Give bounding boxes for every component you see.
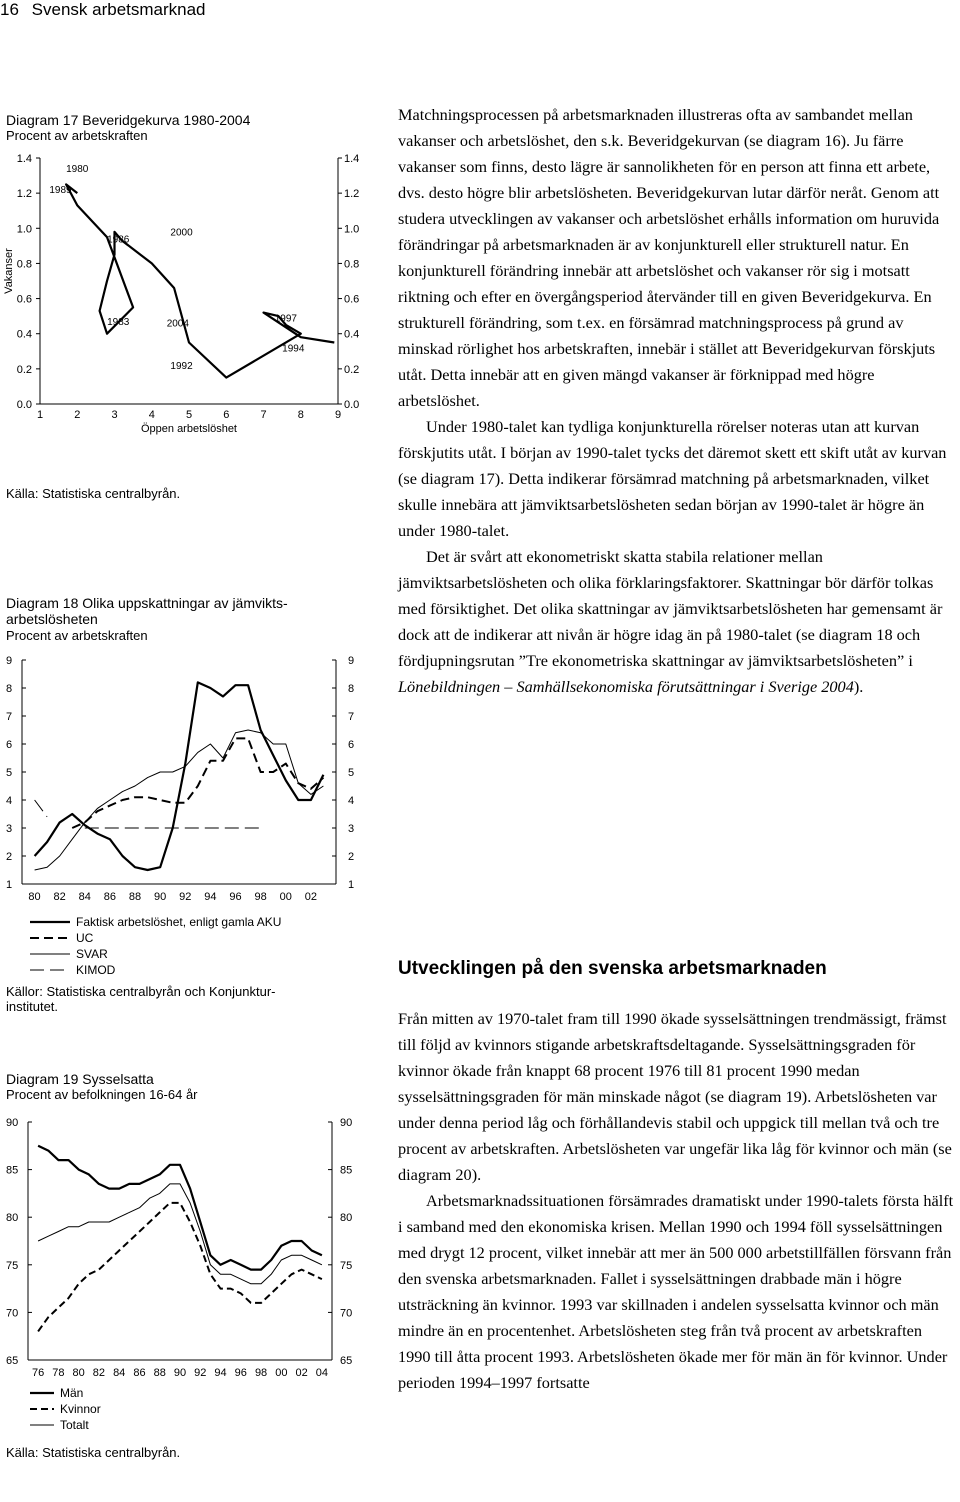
y-tick-label: 0.8 xyxy=(16,258,32,271)
y-tick-label-right: 0.4 xyxy=(344,328,360,341)
diagram19-source: Källa: Statistiska centralbyrån. xyxy=(6,1445,181,1460)
x-tick-label: 84 xyxy=(78,891,91,903)
running-title: Svensk arbetsmarknad xyxy=(31,0,206,19)
y-tick-label: 0.2 xyxy=(16,363,32,376)
y-tick-label-right: 9 xyxy=(348,655,355,667)
x-tick-label: 90 xyxy=(154,891,167,903)
page-number: 16 xyxy=(0,0,19,19)
year-annotation: 1997 xyxy=(274,313,297,325)
y-tick-label: 2 xyxy=(6,851,13,863)
y-axis-label: Vakanser xyxy=(3,248,15,294)
y-tick-label: 0.0 xyxy=(16,399,32,411)
diagram18-chart xyxy=(0,648,380,912)
y-tick-label-right: 6 xyxy=(348,739,355,751)
y-tick-label: 1.0 xyxy=(16,223,32,236)
x-tick-label: 82 xyxy=(53,891,66,903)
publication-title: Lönebildningen – Samhällsekonomiska förutsättningar i Sverige 2004 xyxy=(398,677,854,696)
x-tick-label: 00 xyxy=(275,1367,288,1379)
x-tick-label: 78 xyxy=(52,1367,65,1379)
y-tick-label: 80 xyxy=(6,1212,19,1225)
year-annotation: 1992 xyxy=(170,360,193,372)
year-annotation: 1994 xyxy=(282,343,305,355)
y-tick-label: 5 xyxy=(6,767,13,779)
diagram18-title-line2: arbetslösheten xyxy=(6,611,98,627)
x-tick-label: 04 xyxy=(315,1367,328,1379)
legend-label: Faktisk arbetslöshet, enligt gamla AKU xyxy=(76,915,282,929)
diagram19-title: Diagram 19 Sysselsatta xyxy=(6,1071,154,1087)
y-tick-label: 0.6 xyxy=(16,293,32,306)
diagram19-subtitle: Procent av befolkningen 16-64 år xyxy=(6,1087,198,1102)
y-tick-label: 7 xyxy=(6,711,13,723)
y-tick-label: 65 xyxy=(6,1355,19,1367)
legend-item xyxy=(30,930,281,946)
y-tick-label: 3 xyxy=(6,823,13,835)
x-tick-label: 98 xyxy=(254,1367,268,1379)
series-line-1 xyxy=(38,1203,322,1332)
paragraph: Arbetsmarknadssituationen försämrades dramatiskt under 1990-talets första hälft i samband med den ekonomiska krisen. Mellan 1990 och 1994 föll sysselsättningen med drygt 12 procent, vilket innebär att mer än 500 000 arbetstillfällen försvann från den svenska arbetsmarknaden. Fallet i sysselsättningen drabbade män i högre utsträckning än kvinnor. 1993 var skillnaden i andelen sysselsatta kvinnor och män mindre än en procentenhet. Arbetslösheten steg från två procent av arbetskraften 1990 till åtta procent 1993. Arbetslösheten ökade mer för män än för kvinnor. Under perioden 1994–1997 fortsatte xyxy=(398,1191,954,1392)
y-tick-label: 70 xyxy=(6,1307,19,1320)
legend-label: Kvinnor xyxy=(60,1402,101,1416)
legend-label: Män xyxy=(60,1386,84,1400)
y-tick-label-right: 75 xyxy=(340,1259,353,1272)
x-tick-label: 86 xyxy=(133,1367,146,1379)
x-tick-label: 82 xyxy=(92,1367,106,1379)
x-tick-label: 94 xyxy=(214,1367,227,1379)
y-tick-label-right: 0.0 xyxy=(344,399,360,411)
legend-label: UC xyxy=(76,931,94,945)
y-tick-label: 90 xyxy=(6,1117,19,1129)
legend-label: Totalt xyxy=(60,1418,89,1432)
y-tick-label-right: 2 xyxy=(348,851,355,863)
y-tick-label-right: 1.4 xyxy=(344,153,360,165)
legend-item xyxy=(30,962,281,978)
x-tick-label: 94 xyxy=(204,891,217,903)
y-tick-label-right: 1.0 xyxy=(344,223,360,236)
x-tick-label: 98 xyxy=(254,891,267,903)
paragraph: Från mitten av 1970-talet fram till 1990 ökade sysselsättningen trendmässigt, främst till följd av kvinnors stigande arbetskraftsdeltagande. Sysselsättningsgraden för kvinnor ökade från knappt 68 procent 1976 till 81 procent 1990 medan sysselsättningsgraden för män minskade något (se diagram 19). Arbetslösheten var under denna period låg och förhållandevis stabil och uppgick till mellan två och tre procent av arbetskraften. Arbetslösheten var ungefär lika låg för kvinnor och män (se diagram 20). xyxy=(398,1009,952,1184)
y-tick-label: 6 xyxy=(6,739,13,751)
x-tick-label: 84 xyxy=(113,1367,126,1379)
legend-item xyxy=(30,1417,101,1433)
paragraph: Matchningsprocessen på arbetsmarknaden illustreras ofta av sambandet mellan vakanser och arbetslöshet, den s.k. Beveridgekurvan (se diagram 16). Ju färre vakanser som finns, desto lägre är sannolikheten för en person att finna ett arbete, dvs. desto högre blir arbetslösheten. Beveridgekurvan lutar därför neråt. Genom att studera utvecklingen av vakanser och arbetslöshet erhålls information om huruvida förändringar på arbetsmarknaden är av konjunkturell eller strukturell natur. En konjunkturell förändring innebär att arbetslöshet och vakanser rör sig i motsatt riktning och efter en övergångsperiod återvänder till en given Beveridgekurva. En strukturell förändring, som t.ex. en försämrad matchningsprocess på grund av minskad rörlighet hos arbetskraften, innebär i stället att Beveridgekurvan förskjuts utåt. Detta innebär att en given mängd vakanser är förknippad med högre arbetslöshet. xyxy=(398,105,940,410)
year-annotation: 1986 xyxy=(107,234,130,246)
x-tick-label: 86 xyxy=(103,891,117,903)
y-tick-label: 8 xyxy=(6,683,13,695)
y-tick-label-right: 0.8 xyxy=(344,258,360,271)
legend-item xyxy=(30,914,281,930)
paragraph xyxy=(398,544,958,700)
y-tick-label: 1.2 xyxy=(16,188,32,201)
diagram18-source xyxy=(6,984,356,1014)
x-tick-label: 3 xyxy=(111,409,118,421)
x-tick-label: 5 xyxy=(185,409,193,421)
year-annotation: 2000 xyxy=(170,227,193,239)
body-text-top xyxy=(398,102,958,700)
x-tick-label: 02 xyxy=(304,891,318,903)
year-annotation: 1989 xyxy=(49,185,72,197)
legend-item xyxy=(30,1385,101,1401)
y-tick-label-right: 4 xyxy=(348,795,355,807)
series-line-2 xyxy=(38,1184,322,1284)
y-tick-label-right: 1 xyxy=(348,879,355,891)
y-tick-label-right: 80 xyxy=(340,1212,353,1225)
page-header xyxy=(0,0,214,20)
x-tick-label: 76 xyxy=(32,1367,45,1379)
x-tick-label: 2 xyxy=(74,409,81,421)
y-tick-label-right: 85 xyxy=(340,1164,353,1177)
x-tick-label: 6 xyxy=(223,409,230,421)
paragraph-end: ). xyxy=(853,677,864,696)
x-tick-label: 8 xyxy=(297,409,304,421)
x-tick-label: 92 xyxy=(179,891,192,903)
diagram18-source-line2: institutet. xyxy=(6,999,59,1014)
diagram17-source: Källa: Statistiska centralbyrån. xyxy=(6,486,181,501)
y-tick-label-right: 7 xyxy=(348,711,355,723)
diagram17-title: Diagram 17 Beveridgekurva 1980-2004 xyxy=(6,112,251,128)
series-line-0 xyxy=(38,1146,322,1270)
diagram18-title-line1: Diagram 18 Olika uppskattningar av jämvikts- xyxy=(6,595,288,611)
diagram18-subtitle: Procent av arbetskraften xyxy=(6,628,148,643)
x-tick-label: 00 xyxy=(279,891,292,903)
y-tick-label-right: 3 xyxy=(348,823,355,835)
diagram19-legend xyxy=(30,1385,101,1433)
x-tick-label: 80 xyxy=(72,1367,85,1379)
x-tick-label: 90 xyxy=(173,1367,187,1379)
x-tick-label: 88 xyxy=(128,891,142,903)
x-tick-label: 88 xyxy=(153,1367,166,1379)
x-tick-label: 80 xyxy=(28,891,41,903)
year-annotation: 1983 xyxy=(107,316,130,328)
year-annotation: 1980 xyxy=(66,164,89,176)
paragraph-text: Det är svårt att ekonometriskt skatta stabila relationer mellan jämviktsarbetslösheten och olika förklaringsfaktorer. Skattningar bör därför tolkas med försiktighet. Det olika skattningar av jämviktsarbetslösheten har gemensamt är dock att de indikerar att nivån är högre idag än på 1980-talet (se diagram 18 och fördjupningsrutan ”Tre ekonometriska skattningar av jämviktsarbetslösheten” i xyxy=(398,547,943,670)
legend-item xyxy=(30,946,281,962)
y-tick-label: 1 xyxy=(6,879,13,891)
diagram17-chart xyxy=(0,142,380,494)
y-tick-label-right: 65 xyxy=(340,1355,353,1367)
diagram18-title xyxy=(6,595,288,627)
y-tick-label-right: 0.2 xyxy=(344,363,360,376)
x-tick-label: 96 xyxy=(234,1367,247,1379)
diagram17-subtitle: Procent av arbetskraften xyxy=(6,128,148,143)
diagram18-legend xyxy=(30,914,281,978)
body-text-bottom xyxy=(398,1006,958,1396)
y-tick-label-right: 70 xyxy=(340,1307,353,1320)
series-line-0 xyxy=(35,682,324,870)
x-tick-label: 9 xyxy=(334,409,342,421)
y-tick-label: 85 xyxy=(6,1164,19,1177)
y-tick-label-right: 1.2 xyxy=(344,188,360,201)
diagram18-source-line1: Källor: Statistiska centralbyrån och Konjunktur- xyxy=(6,984,276,999)
y-tick-label: 4 xyxy=(6,795,13,807)
y-tick-label: 9 xyxy=(6,655,13,667)
x-tick-label: 96 xyxy=(229,891,242,903)
legend-item xyxy=(30,1401,101,1417)
x-tick-label: 02 xyxy=(295,1367,308,1379)
y-tick-label: 0.4 xyxy=(16,328,32,341)
y-tick-label-right: 0.6 xyxy=(344,293,360,306)
y-tick-label-right: 8 xyxy=(348,683,355,695)
y-tick-label: 1.4 xyxy=(16,153,32,165)
x-axis-label: Öppen arbetslöshet xyxy=(140,423,238,435)
paragraph: Under 1980-talet kan tydliga konjunkturella rörelser noteras utan att kurvan förskjutits utåt. I början av 1990-talet tycks det däremot skett ett skift utåt av kurvan (se diagram 17). Detta indikerar försämrad matchning på arbetsmarknaden, vilket skulle innebära att jämviktsarbetslösheten sedan början av 1990-talet är högre än under 1980-talet. xyxy=(398,417,947,540)
y-tick-label-right: 90 xyxy=(340,1117,353,1129)
year-annotation: 2004 xyxy=(166,318,189,330)
legend-label: SVAR xyxy=(76,947,108,961)
diagram19-chart xyxy=(0,1110,380,1386)
section-heading: Utvecklingen på den svenska arbetsmarknaden xyxy=(398,958,827,979)
x-tick-label: 92 xyxy=(194,1367,207,1379)
x-tick-label: 1 xyxy=(36,409,44,421)
y-tick-label: 75 xyxy=(6,1259,19,1272)
x-tick-label: 7 xyxy=(260,409,267,421)
y-tick-label-right: 5 xyxy=(348,767,355,779)
x-tick-label: 4 xyxy=(148,409,155,421)
legend-label: KIMOD xyxy=(76,963,116,977)
series-line-3 xyxy=(35,800,261,828)
